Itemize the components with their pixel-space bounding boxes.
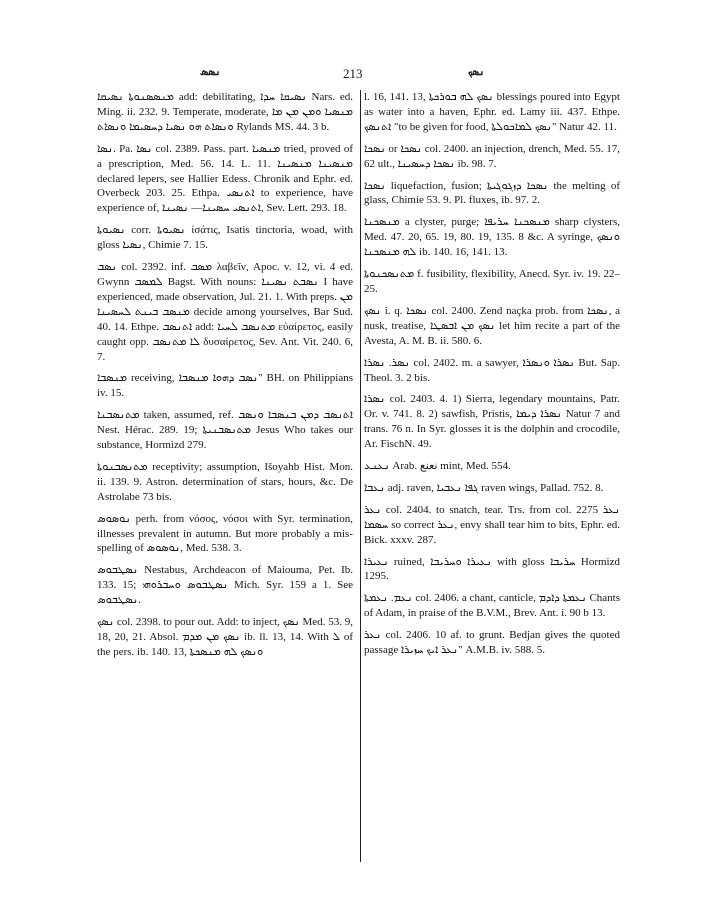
entry: ܢܣܒ col. 2392. inf. ܡܣܒ λαβεῖν, Apoc. v. 12, vi. 4 ed. Gwynn ܠܡܣܒ Bagst. With nouns: ܢܣܒܬ ܢܣܝܢܐ I have experienced, made observation, Jul. 21. 1. With preps. ܡܢ ܡܢܣܒ ܒܝܢܬ ܠܚܣܝܢܐ decide among yourselves, Bar Sud. 40. 14. Ethpe. ܐܬܢܣܒ add: ܡܬܢܣܒ ܠܚܝܐ εὐαίρετος, easily caught opp. ܠܐ ܡܬܢܣܒ δυσαίρετος, Sev. Ant. Vit. 240. 6, 7. bbox=[97, 261, 354, 363]
entry: ܢܣܪܐ col. 2403. 4. 1) Sierra, legendary mountains, Patr. Or. v. 741. 8. 2) sawfish, Pristis, ܢܣܪܐ ܕܝܡܐ Natur 7 and trans. 76 n. In Syr. glosses it is the dolphin and crocodile, Ar. FischN. 49. bbox=[364, 393, 621, 451]
entry: ܢܘܣܘܣ perh. from νόσος, νόσοι with Syr. termination, illnesses prevalent in autumn. But more probably a mis-spelling of ܢܘܣܘܣ, Med. 538. 3. bbox=[97, 512, 353, 555]
entry: ܢܥܡ. ܢܥܡܬܐ col. 2406. a chant, canticle, ܢܥܡܬܐ ܕܐܕܡ Chants of Adam, in praise of the B.V.M., Brev. Ant. i. 90 b 13. bbox=[364, 592, 620, 620]
entry: ܢܣܟ col. 2398. to pour out. Add: to inject, ܢܣܟ Med. 53. 9, 18, 20, 21. Absol. ܢܣܟ ܡܢ ܡܕܡ ib. ll. 13, 14. With ܠ of the pers. ib. 140. 13, ܘܢܣܟ ܠܗ ܡܢܣܟܬܐ bbox=[97, 616, 353, 658]
entry: ܢܣܐ. Pa. ܢܣܐ col. 2389. Pass. part. ܡܢܣܝܐ tried, proved of a prescription, Med. 56. 14. L. 11. ܡܢܣܝܢܐ ܡܢܣܝܢܐ declared lepers, see Hallier Edess. Chronik and Ephr. ed. Overbeck 203. 25. Ethpa. ܐܬܢܣܝ to experience, have experience of, ܐܬܢܣܝ ܚܣܝܢܐ— ܢܣܝܢܐ, Sev. Lett. 293. 18. bbox=[97, 142, 353, 215]
running-header bbox=[0, 64, 714, 86]
entry: ܡܬܢܣܒܢܐ taken, assumed, ref. ܐܬܢܣܒ ܕܡܢ ܒܢܣܒܐ ܘܢܣܒ Nest. Hérac. 289. 19; ܡܬܢܣܒܢܝܬܐ Jesus Who takes our substance, Hormizd 279. bbox=[97, 409, 353, 452]
entry: ܡܢܣܒܐ receiving, ܢܣܒ ܕܗܘܐ ܡܢܣܒܐ" BH. on Philippians iv. 15. bbox=[97, 372, 353, 400]
right-column bbox=[364, 90, 620, 665]
header-syriac-left: ܢܣܣ bbox=[200, 66, 221, 78]
entry: ܢܥܪ col. 2404. to snatch, tear. Trs. from col. 2275 ܢܥܪ ܚܣܡܐ so correct ܢܥܪ, envy shall tear him to bits, Ephr. ed. Bick. xxxv. 287. bbox=[364, 503, 620, 546]
entry: ܡܬܢܣܟܢܘܬܐ f. fusibility, flexibility, Anecd. Syr. iv. 19. 22–25. bbox=[364, 268, 620, 295]
entry: ܢܣܛܒܘܣ Nestabus, Archdeacon of Maiouma, Pet. Ib. 133. 15; ܢܣܛܒܘܣ ܘܚܒܪܘܗܝ Mich. Syr. 159 a 1. See ܢܣܛܒܘܣ. bbox=[97, 564, 353, 607]
entry: ܢܣܪ. ܢܣܪܐ col. 2402. m. a sawyer, ܢܣܪܐ ܘܢܣܪܐ But. Sap. Theol. 3. 2 bis. bbox=[364, 356, 620, 384]
entry: ܢܣܝܘܬܐ corr. ܢܣܝܘܬܐ ἰσάτις, Isatis tinctoria, woad, with gloss ܢܣܝܐ, Chimie 7. 15. bbox=[97, 224, 353, 252]
header-syriac-right: ܢܣܟ bbox=[468, 66, 485, 78]
entry: ܢܣܟ i. q. ܢܣܟܐ col. 2400. Zend naçka prob. from ܢܣܟܐ, a nusk, treatise, ܢܣܟ ܡܢ ܐܒܣܛܐ let him recite a part of the Avesta, A. M. B. ii. 580. 6. bbox=[364, 304, 621, 347]
entry: l. 16, 141. 13, ܢܣܟ ܠܗ ܒܘܪܟܬܐ blessings poured into Egypt as water into a haven, Ephr. ed. Lamy iii. 437. Ethpe. ܐܬܢܣܟ "to be given for food, ܢܣܟ ܠܡܐܟܘܠܬܐ" Natur 42. 11. bbox=[364, 91, 620, 133]
entry: ܢܥܪ col. 2406. 10 af. to grunt. Bedjan gives the quoted passage ܢܥܪ ܐܝܟ ܚܙܝܪܐ" A.M.B. iv. 588. 5. bbox=[364, 629, 620, 657]
entry: ܢܥܢܥ Arab. نعنع mint, Med. 554. bbox=[364, 460, 511, 473]
entry: ܢܥܝܪܐ ruined, ܢܥܝܪܐ ܘܚܪܝܒܐ with gloss ܚܪܝܒܐ Hormizd 1295. bbox=[364, 555, 620, 583]
column-divider bbox=[360, 90, 361, 862]
left-column bbox=[97, 90, 353, 667]
entry: ܢܥܒܐ adj. raven, ܓܦܐ ܢܥܒܝܐ raven wings, Pallad. 752. 8. bbox=[364, 481, 604, 494]
entry: ܢܣܟܐ liquefaction, fusion; ܢܣܟܐ ܕܙܓܘܓܝܬܐ the melting of glass, Chimie 53. 9. Pl. fluxes, ib. 97. 2. bbox=[364, 179, 620, 207]
entry: ܡܬܢܣܒܢܘܬܐ receptivity; assumption, Išoyahb Hist. Mon. ii. 139. 9. Astron. determination of stars, hours, &c. De Astrolabe 73 bis. bbox=[97, 460, 353, 503]
entry: ܢܣܟܐ or ܢܣܟܐ col. 2400. an injection, drench, Med. 55. 17, 62 ult., ܢܣܟܐ ܕܚܣܝܢܐ ib. 98. 7. bbox=[364, 142, 620, 170]
entry: ܡܢܣܟܢܐ a clyster, purge; ܡܢܣܟܢܐ ܚܪܝܦܐ sharp clysters, Med. 47. 20, 65. 19, 80. 19, 135. 8 &c. A syringe, ܘܢܣܟ ܠܗ ܡܢܣܟܢܐ ib. 140. 16, 141. 13. bbox=[364, 216, 621, 259]
page-number: 213 bbox=[343, 66, 363, 81]
entry: ܡܢܣܣܢܘܬܐ ܢܣܝܩܐ add: debilitating, ܢܣܝܩܐ ܚܕܐ Nars. ed. Ming. ii. 232. 9. Temperate, moderate, ܡܢܣܝܐ ܘܡܢ ܡܢ ܡܐ ܘܢܣܐܬ ܗܘ ܢܣܝܐ ܕܚܣܝܡܐ ܘܢܣܐܬ Rylands MS. 44. 3 b. bbox=[97, 91, 353, 133]
